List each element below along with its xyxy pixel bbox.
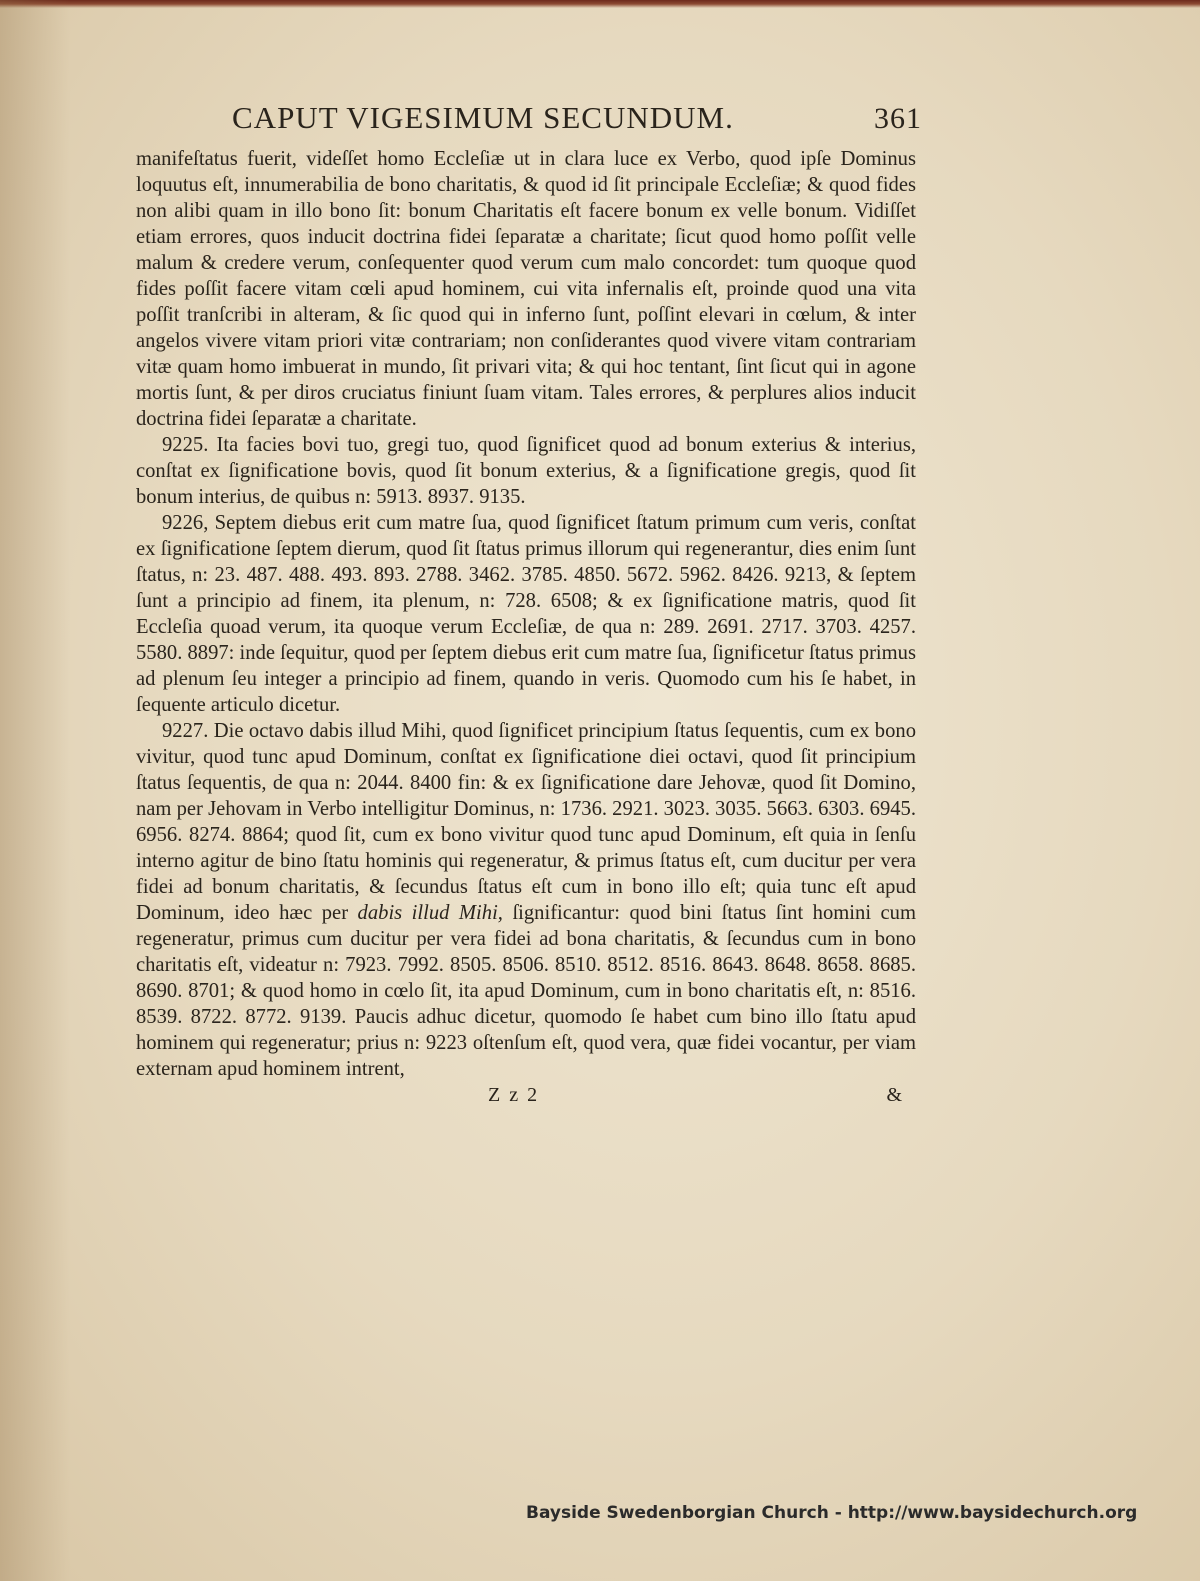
paragraph-continued: manifeſtatus fuerit, videſſet homo Eccleſiæ ut in clara luce ex Verbo, quod ipſe Dominus loquutus eſt, innumerabilia de bono charitatis, & quod id ſit principale Eccleſiæ; & quod fides non alibi quam in illo bono ſit: bonum Charitatis eſt facere bonum ex velle bonum. Vidiſſet etiam errores, quos inducit doctrina fidei ſeparatæ a charitate; ſicut quod homo poſſit velle malum & credere verum, conſequenter quod verum cum malo concordet: tum quoque quod fides poſſit facere vitam cœli apud hominem, cui vita infernalis eſt, proinde quod una vita poſſit tranſcribi in alteram, & ſic quod qui in inferno ſunt, poſſint elevari in cœlum, & inter angelos vivere vitam priori vitæ contrariam; non conſiderantes quod vivere vitam contrariam vitæ quam homo imbuerat in mundo, ſit privari vita; & qui hoc tentant, ſint ſicut qui in agone mortis ſunt, & per diros cruciatus finiunt ſuam vitam. Tales errores, & perplures alios inducit doctrina fidei ſeparatæ a charitate. <box>136 148 916 430</box>
catchword: & <box>886 1084 902 1106</box>
paragraph-9227-text-before: 9227. Die octavo dabis illud Mihi, quod ſignificet principium ſtatus ſequentis, cum ex bono vivitur, quod tunc apud Dominum, conſtat ex ſignificatione diei octavi, quod ſit principium ſtatus ſequentis, de qua n: 2044. 8400 fin: & ex ſignificatione dare Jehovæ, quod ſit Domino, nam per Jehovam in Verbo intelligitur Dominus, n: 1736. 2921. 3023. 3035. 5663. 6303. 6945. 6956. 8274. 8864; quod ſit, cum ex bono vivitur quod tunc apud Dominum, eſt quia in ſenſu interno agitur de bino ſtatu hominis qui regeneratur, & primus ſtatus eſt, cum ducitur per vera fidei ad bonum charitatis, & ſecundus ſtatus eſt cum in bono illo eſt; quia tunc eſt apud Dominum, ideo hæc per <box>136 720 916 924</box>
signature-mark: Z z 2 <box>488 1084 540 1106</box>
paragraph-9225: 9225. Ita facies bovi tuo, gregi tuo, quod ſignificet quod ad bonum exterius & interius, conſtat ex ſignificatione bovis, quod ſit bonum exterius, & a ſignificatione gregis, quod ſit bonum interius, de quibus n: 5913. 8937. 9135. <box>136 434 916 508</box>
paragraph-9227 <box>136 718 916 1082</box>
paragraph-9227-italic-quote: dabis illud Mihi, <box>357 902 503 924</box>
running-title: CAPUT VIGESIMUM SECUNDUM. <box>232 100 734 135</box>
body-text <box>136 146 916 1082</box>
binding-shadow <box>0 0 70 1581</box>
running-head <box>136 96 922 146</box>
page-number: 361 <box>874 102 922 135</box>
source-watermark: Bayside Swedenborgian Church - http://www.baysidechurch.org <box>526 1503 1138 1523</box>
book-page <box>136 96 922 1114</box>
paragraph-9226: 9226, Septem diebus erit cum matre ſua, quod ſignificet ſtatum primum cum veris, conſtat ex ſignificatione ſeptem dierum, quod ſit ſtatus primus illorum qui regenerantur, dies enim ſunt ſtatus, n: 23. 487. 488. 493. 893. 2788. 3462. 3785. 4850. 5672. 5962. 8426. 9213, & ſeptem ſunt a principio ad finem, ita plenum, n: 728. 6508; & ex ſignificatione matris, quod ſit Eccleſia quoad verum, ita quoque verum Eccleſiæ, de qua n: 289. 2691. 2717. 3703. 4257. 5580. 8897: inde ſequitur, quod per ſeptem diebus erit cum matre ſua, ſignificetur ſtatus primus ad plenum ſeu integer a principio ad finem, quando in veris. Quomodo cum his ſe habet, in ſequente articulo dicetur. <box>136 512 916 716</box>
book-top-edge <box>0 0 1200 8</box>
paragraph-9227-text-after: ſignificantur: quod bini ſtatus ſint homini cum regeneratur, primus cum ducitur per vera fidei ad bona charitatis, & ſecundus cum in bono charitatis eſt, videatur n: 7923. 7992. 8505. 8506. 8510. 8512. 8516. 8643. 8648. 8658. 8685. 8690. 8701; & quod homo in cœlo ſit, ita apud Dominum, cum in bono charitatis eſt, n: 8516. 8539. 8722. 8772. 9139. Paucis adhuc dicetur, quomodo ſe habet cum bino illo ſtatu apud hominem qui regeneratur; prius n: 9223 oſtenſum eſt, quod vera, quæ fidei vocantur, per viam externam apud hominem intrent, <box>136 902 916 1080</box>
page-footer <box>136 1084 916 1114</box>
